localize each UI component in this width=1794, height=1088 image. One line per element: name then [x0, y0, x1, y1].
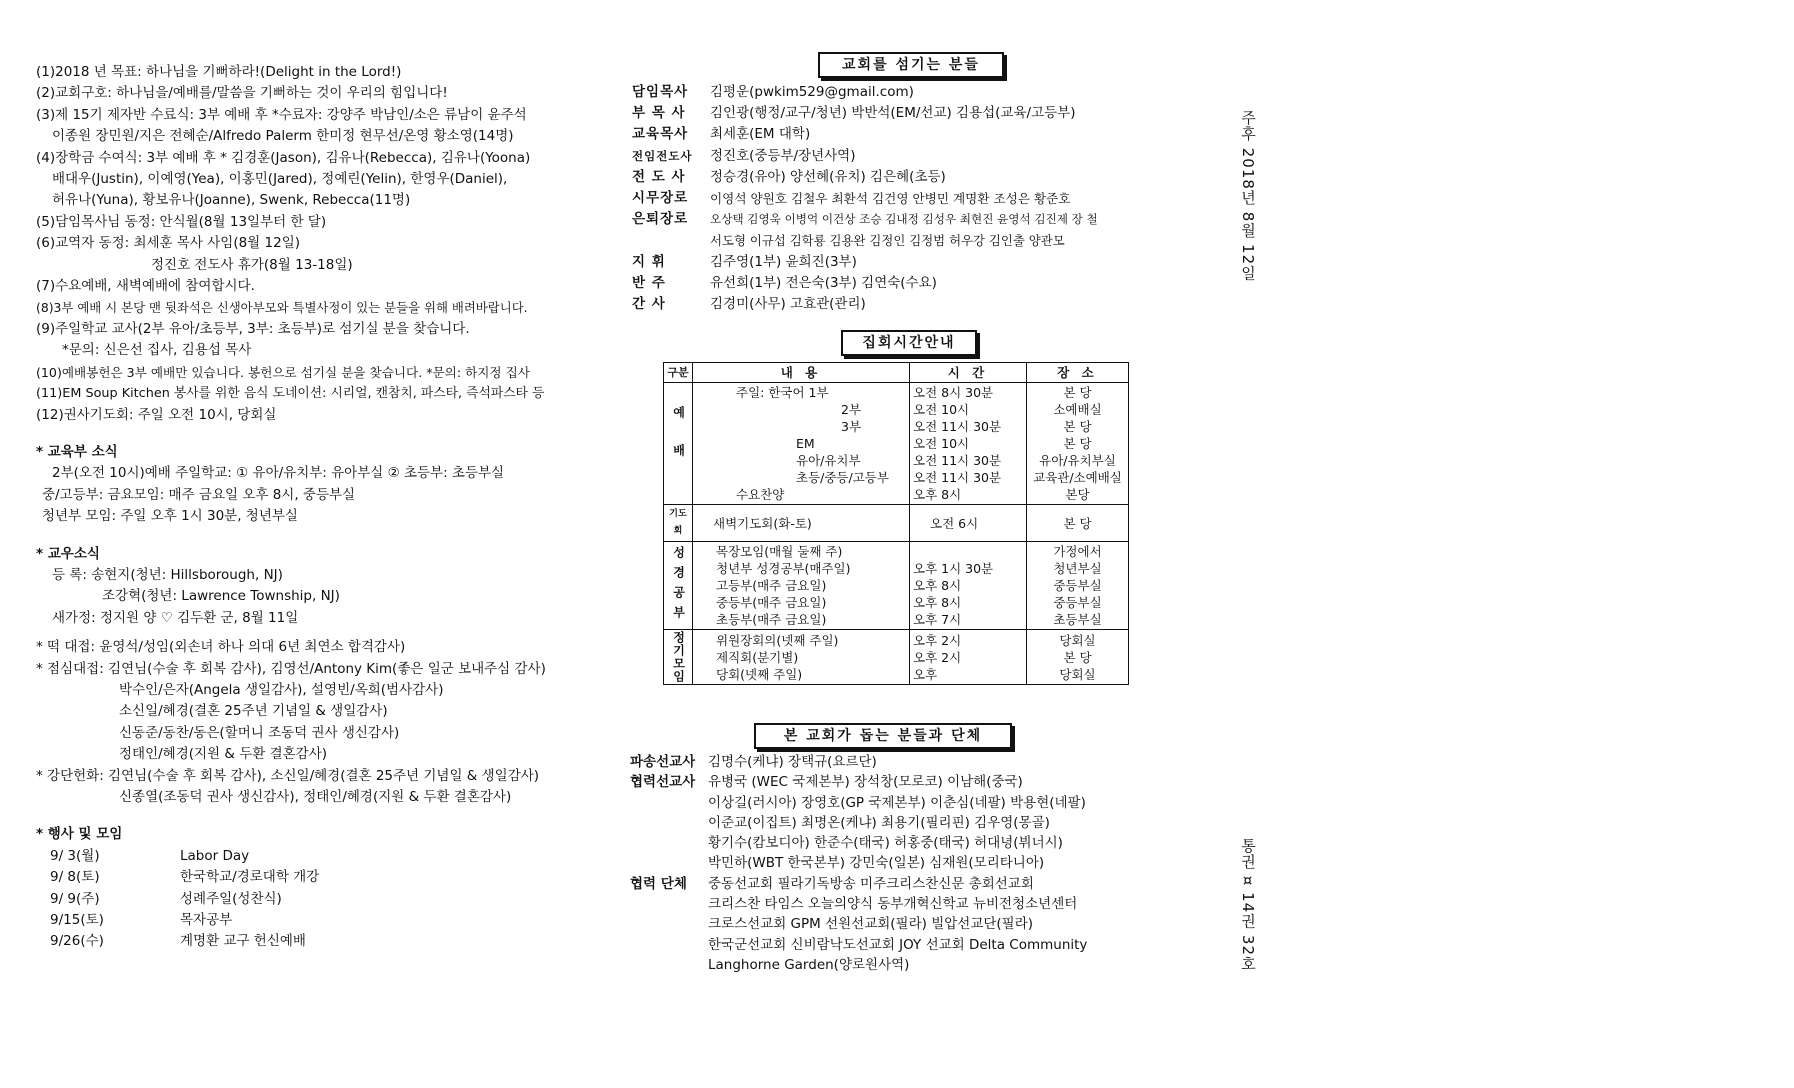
schedule-header-row [664, 363, 1129, 383]
mission-names: 이상길(러시아) 장영호(GP 국제본부) 이춘심(네팔) 박용현(네팔) [708, 794, 1086, 811]
worship-time: 오전 10시 [913, 402, 970, 417]
staff-names: 김인광(행정/교구/청년) 박반석(EM/선교) 김용섭(교육/고등부) [710, 105, 1076, 122]
education-line: 중/고등부: 금요모임: 매주 금요일 오후 8시, 중등부실 [42, 486, 356, 503]
notice-item: (6)교역자 동정: 최세훈 목사 사임(8월 12일) [36, 235, 301, 252]
staff-names: 서도형 이규섭 김학룡 김용완 김정인 김정범 허우강 김인출 양관모 [710, 233, 1065, 249]
study-time [913, 543, 1023, 560]
worship-content [693, 383, 910, 505]
staff-role: 반 주 [632, 274, 666, 291]
staff-role: 은퇴장로 [632, 211, 689, 228]
staff-list [632, 82, 1172, 315]
mission-names: 이준교(이집트) 최명온(케냐) 최용기(필리핀) 김우영(몽골) [708, 814, 1050, 831]
worship-time: 오전 8시 30분 [913, 385, 994, 400]
schedule-regular-row [664, 630, 1129, 685]
study-time: 오후 8시 [913, 595, 962, 610]
staff-row [632, 188, 1172, 209]
mission-title: 본 교회가 돕는 분들과 단체 [754, 723, 1012, 749]
mission-row [630, 874, 1190, 894]
worship-place: 유아/유치부실 [1039, 453, 1116, 468]
staff-role: 지 휘 [632, 253, 666, 270]
regular-time: 오후 [913, 666, 938, 682]
staff-title: 교회를 섬기는 분들 [818, 52, 1004, 78]
treat-line: 소신일/혜경(결혼 25주년 기념일 & 생일감사) [119, 703, 388, 720]
event-date: 9/ 8(토) [50, 869, 100, 886]
staff-role: 담임목사 [632, 84, 689, 100]
treat-line: 신종열(조동덕 권사 생신감사), 정태인/혜경(지원 & 두환 결혼감사) [119, 789, 512, 805]
members-line: 조강혁(청년: Lawrence Township, NJ) [102, 588, 340, 605]
study-label: 성경공부 [664, 542, 693, 630]
study-item: 고등부(매주 금요일) [716, 578, 827, 593]
event-name: 한국학교/경로대학 개강 [180, 869, 320, 886]
staff-row [632, 167, 1172, 188]
worship-place: 소예배실 [1053, 402, 1102, 417]
staff-role: 시무장로 [632, 190, 689, 207]
study-place: 가정에서 [1053, 544, 1102, 559]
study-places [1027, 542, 1129, 630]
event-row [36, 867, 616, 888]
staff-role: 교육목사 [632, 126, 689, 143]
mission-names: 황기수(캄보디아) 한준수(태국) 허홍중(태국) 허대녕(뷔너시) [708, 835, 1063, 852]
staff-names: 오상택 김영욱 이병억 이건상 조승 김내정 김성우 최현진 윤영석 김진제 장 철 [710, 212, 1098, 227]
header-place: 장 소 [1027, 363, 1129, 383]
event-name: 성례주일(성찬식) [180, 890, 282, 907]
study-item: 중등부(매주 금요일) [716, 595, 827, 610]
mission-row [630, 752, 1190, 772]
notice-item: 허유나(Yuna), 황보유나(Joanne), Swenk, Rebecca(11명) [52, 192, 411, 209]
event-row [36, 846, 616, 867]
events-title: * 행사 및 모임 [36, 826, 123, 843]
education-line: 2부(오전 10시)예배 주일학교: ① 유아/유치부: 유아부실 ② 초등부: 초등부실 [52, 465, 505, 482]
worship-item: 2부 [841, 402, 862, 417]
staff-names: 최세훈(EM 대학) [710, 126, 811, 143]
regular-content [693, 630, 910, 685]
event-name: 목자공부 [180, 912, 233, 929]
dawn-content: 새벽기도회(화-토) [693, 505, 910, 542]
worship-item: 수요찬양 [736, 487, 785, 502]
notice-item: (5)담임목사님 동정: 안식월(8월 13일부터 한 달) [36, 213, 327, 230]
mission-names: 크리스찬 타임스 오늘의양식 동부개혁신학교 뉴비전청소년센터 [708, 896, 1078, 913]
event-row [36, 931, 616, 952]
schedule-table [663, 362, 1129, 685]
header-content: 내 용 [693, 363, 910, 383]
education-title: * 교육부 소식 [36, 443, 118, 460]
bulletin-volume: 통권 ¤ 14권 32호 [1239, 838, 1257, 973]
regular-place: 본 당 [1063, 649, 1092, 665]
mission-names: 중동선교회 필라기독방송 미주크리스찬신문 총회선교회 [708, 875, 1034, 892]
treat-line: 정태인/혜경(지원 & 두환 결혼감사) [119, 746, 328, 763]
schedule-dawn-row [664, 505, 1129, 542]
regular-times [910, 630, 1027, 685]
staff-row [632, 230, 1172, 251]
regular-time: 오후 2시 [913, 649, 962, 665]
event-name: Labor Day [180, 847, 250, 864]
worship-item: EM [796, 436, 815, 451]
study-time: 오후 1시 30분 [913, 561, 994, 576]
study-place: 중등부실 [1053, 595, 1102, 610]
worship-times [910, 383, 1027, 505]
mission-role: 파송선교사 [630, 754, 696, 770]
dawn-label: 기도회 [664, 505, 693, 542]
regular-places [1027, 630, 1129, 685]
regular-item: 당회(넷째 주일) [716, 666, 803, 682]
notice-item: (10)예배봉헌은 3부 예배만 있습니다. 봉헌으로 섬기실 분을 찾습니다. *문의: 하지정 집사 [36, 364, 530, 380]
dawn-place: 본 당 [1027, 505, 1129, 542]
notice-item: (9)주일학교 교사(2부 유아/초등부, 3부: 초등부)로 섬기실 분을 찾습니다. [36, 320, 470, 337]
staff-role: 전임전도사 [632, 148, 693, 163]
study-content [693, 542, 910, 630]
staff-row [632, 124, 1172, 145]
staff-role: 부 목 사 [632, 105, 686, 122]
staff-role: 전 도 사 [632, 168, 686, 185]
header-category: 구분 [664, 363, 693, 383]
regular-label: 정기모임 [664, 630, 693, 685]
mission-names: Langhorne Garden(양로원사역) [708, 956, 910, 973]
treat-line: * 강단헌화: 김연님(수술 후 회복 감사), 소신일/혜경(결혼 25주년 기념일 & 생일감사) [36, 767, 540, 784]
notice-item: (2)교회구호: 하나님을/예배를/말씀을 기뻐하는 것이 우리의 힘입니다! [36, 85, 448, 102]
event-name: 계명환 교구 헌신예배 [180, 933, 306, 950]
regular-item: 제직회(분기별) [716, 649, 799, 665]
study-time: 오후 8시 [913, 578, 962, 593]
treat-line: * 점심대접: 김연님(수술 후 회복 감사), 김영선/Antony Kim(좋은 일군 보내주심 감사) [36, 660, 546, 677]
treat-line: * 떡 대접: 윤영석/성임(외손녀 하나 의대 6년 최연소 합격감사) [36, 639, 406, 656]
event-date: 9/26(수) [50, 933, 104, 950]
notice-item: (8)3부 예배 시 본당 맨 뒷좌석은 신생아부모와 특별사정이 있는 분들을 위해 배려바랍니다. [36, 300, 528, 316]
worship-time: 오전 11시 30분 [913, 453, 1002, 468]
notice-item: *문의: 신은선 집사, 김용섭 목사 [62, 342, 252, 359]
event-date: 9/15(토) [50, 912, 104, 929]
staff-row [632, 103, 1172, 124]
staff-names: 이영석 양원호 김철우 최환석 김건영 안병민 계명환 조성은 황준호 [710, 191, 1071, 207]
worship-time: 오전 11시 30분 [913, 419, 1002, 434]
study-place: 청년부실 [1053, 561, 1102, 576]
notice-item: 정진호 전도사 휴가(8월 13-18일) [151, 256, 353, 273]
members-line: 새가정: 정지원 양 ♡ 김두환 군, 8월 11일 [52, 609, 299, 626]
mission-role: 협력 단체 [630, 875, 687, 892]
worship-item: 유아/유치부 [796, 453, 861, 468]
event-date: 9/ 3(월) [50, 847, 100, 864]
notice-item: (12)권사기도회: 주일 오전 10시, 당회실 [36, 406, 277, 423]
staff-role: 간 사 [632, 296, 666, 313]
worship-time: 오전 10시 [913, 436, 970, 451]
notice-item: 이종원 장민원/지은 전혜순/Alfredo Palerm 한미정 현무선/온영 황소영(14명) [52, 128, 514, 145]
header-time: 시 간 [910, 363, 1027, 383]
worship-item: 초등/중등/고등부 [796, 470, 889, 485]
worship-place: 교육관/소예배실 [1033, 470, 1122, 485]
mission-names: 유병국 (WEC 국제본부) 장석창(모로코) 이남해(중국) [708, 774, 1023, 791]
event-row [36, 910, 616, 931]
staff-names: 김평운(pwkim529@gmail.com) [710, 84, 914, 100]
notice-item: (7)수요예배, 새벽예배에 참여합시다. [36, 278, 255, 295]
members-title: * 교우소식 [36, 545, 100, 562]
worship-place: 본 당 [1063, 436, 1092, 451]
dawn-time: 오전 6시 [910, 505, 1027, 542]
schedule-title: 집회시간안내 [841, 330, 977, 356]
mission-names: 크로스선교회 GPM 선원선교회(필라) 빌압선교단(필라) [708, 916, 1034, 933]
study-times [910, 542, 1027, 630]
staff-row [632, 273, 1172, 294]
worship-item: 주일: 한국어 1부 [736, 385, 829, 400]
regular-place: 당회실 [1059, 632, 1096, 648]
notice-item: 배대우(Justin), 이예영(Yea), 이홍민(Jared), 정예린(Yelin), 한영우(Daniel), [52, 171, 508, 188]
notice-item: (3)제 15기 제자반 수료식: 3부 예배 후 *수료자: 강양주 박남인/소은 류남이 윤주석 [36, 106, 527, 123]
event-row [36, 889, 616, 910]
notice-item: (11)EM Soup Kitchen 봉사를 위한 음식 도네이션: 시리얼, 캔참치, 파스타, 즉석파스타 등 [36, 386, 545, 402]
worship-place: 본 당 [1063, 385, 1092, 400]
notice-item: (1)2018 년 목표: 하나님을 기뻐하라!(Delight in the Lord!) [36, 64, 402, 80]
staff-names: 김경미(사무) 고효관(관리) [710, 296, 866, 313]
mission-role: 협력선교사 [630, 774, 696, 791]
treat-line: 박수인/은자(Angela 생일감사), 설영빈/옥희(범사감사) [119, 681, 444, 698]
event-date: 9/ 9(주) [50, 890, 100, 907]
worship-place: 본 당 [1063, 419, 1092, 434]
staff-names: 정진호(중등부/장년사역) [710, 147, 856, 164]
mission-names: 김명수(케냐) 장택규(요르단) [708, 754, 877, 770]
study-item: 청년부 성경공부(매주일) [716, 561, 851, 576]
regular-item: 위원장회의(넷째 주일) [716, 632, 839, 648]
members-line: 등 록: 송현지(청년: Hillsborough, NJ) [52, 566, 283, 583]
staff-names: 정승경(유아) 양선혜(유치) 김은혜(초등) [710, 168, 946, 185]
mission-row [630, 772, 1190, 792]
staff-row [632, 146, 1172, 167]
schedule-worship-row [664, 383, 1129, 505]
treat-line: 신동준/동찬/동은(할머니 조동덕 권사 생신감사) [119, 724, 400, 741]
notice-item: (4)장학금 수여식: 3부 예배 후 * 김경훈(Jason), 김유나(Rebecca), 김유나(Yoona) [36, 149, 531, 166]
study-place: 초등부실 [1053, 612, 1102, 627]
schedule-study-row [664, 542, 1129, 630]
worship-place: 본당 [1065, 487, 1090, 502]
mission-list [630, 752, 1190, 975]
regular-time: 오후 2시 [913, 632, 962, 648]
study-time: 오후 7시 [913, 612, 962, 627]
worship-item: 3부 [841, 419, 862, 434]
staff-row [632, 252, 1172, 273]
study-item: 초등부(매주 금요일) [716, 612, 827, 627]
mission-names: 한국군선교회 신비람낙도선교회 JOY 선교회 Delta Community [708, 936, 1088, 953]
worship-time: 오후 8시 [913, 487, 962, 502]
bulletin-left-column [36, 62, 616, 953]
study-item: 목장모임(매월 둘째 주) [716, 544, 843, 559]
study-place: 중등부실 [1053, 578, 1102, 593]
bulletin-date: 주후 2018년 8월 12일 [1239, 110, 1257, 282]
worship-label: 예배 [664, 383, 693, 505]
staff-names: 유선희(1부) 전은숙(3부) 김연숙(수요) [710, 274, 937, 291]
regular-place: 당회실 [1059, 666, 1096, 682]
staff-row [632, 294, 1172, 315]
worship-places [1027, 383, 1129, 505]
education-line: 청년부 모임: 주일 오후 1시 30분, 청년부실 [42, 508, 298, 525]
staff-names: 김주영(1부) 윤희진(3부) [710, 253, 857, 270]
worship-time: 오전 11시 30분 [913, 470, 1002, 485]
staff-row [632, 209, 1172, 230]
staff-row [632, 82, 1172, 103]
mission-names: 박민하(WBT 한국본부) 강민숙(일본) 심재원(모리타니아) [708, 855, 1045, 872]
